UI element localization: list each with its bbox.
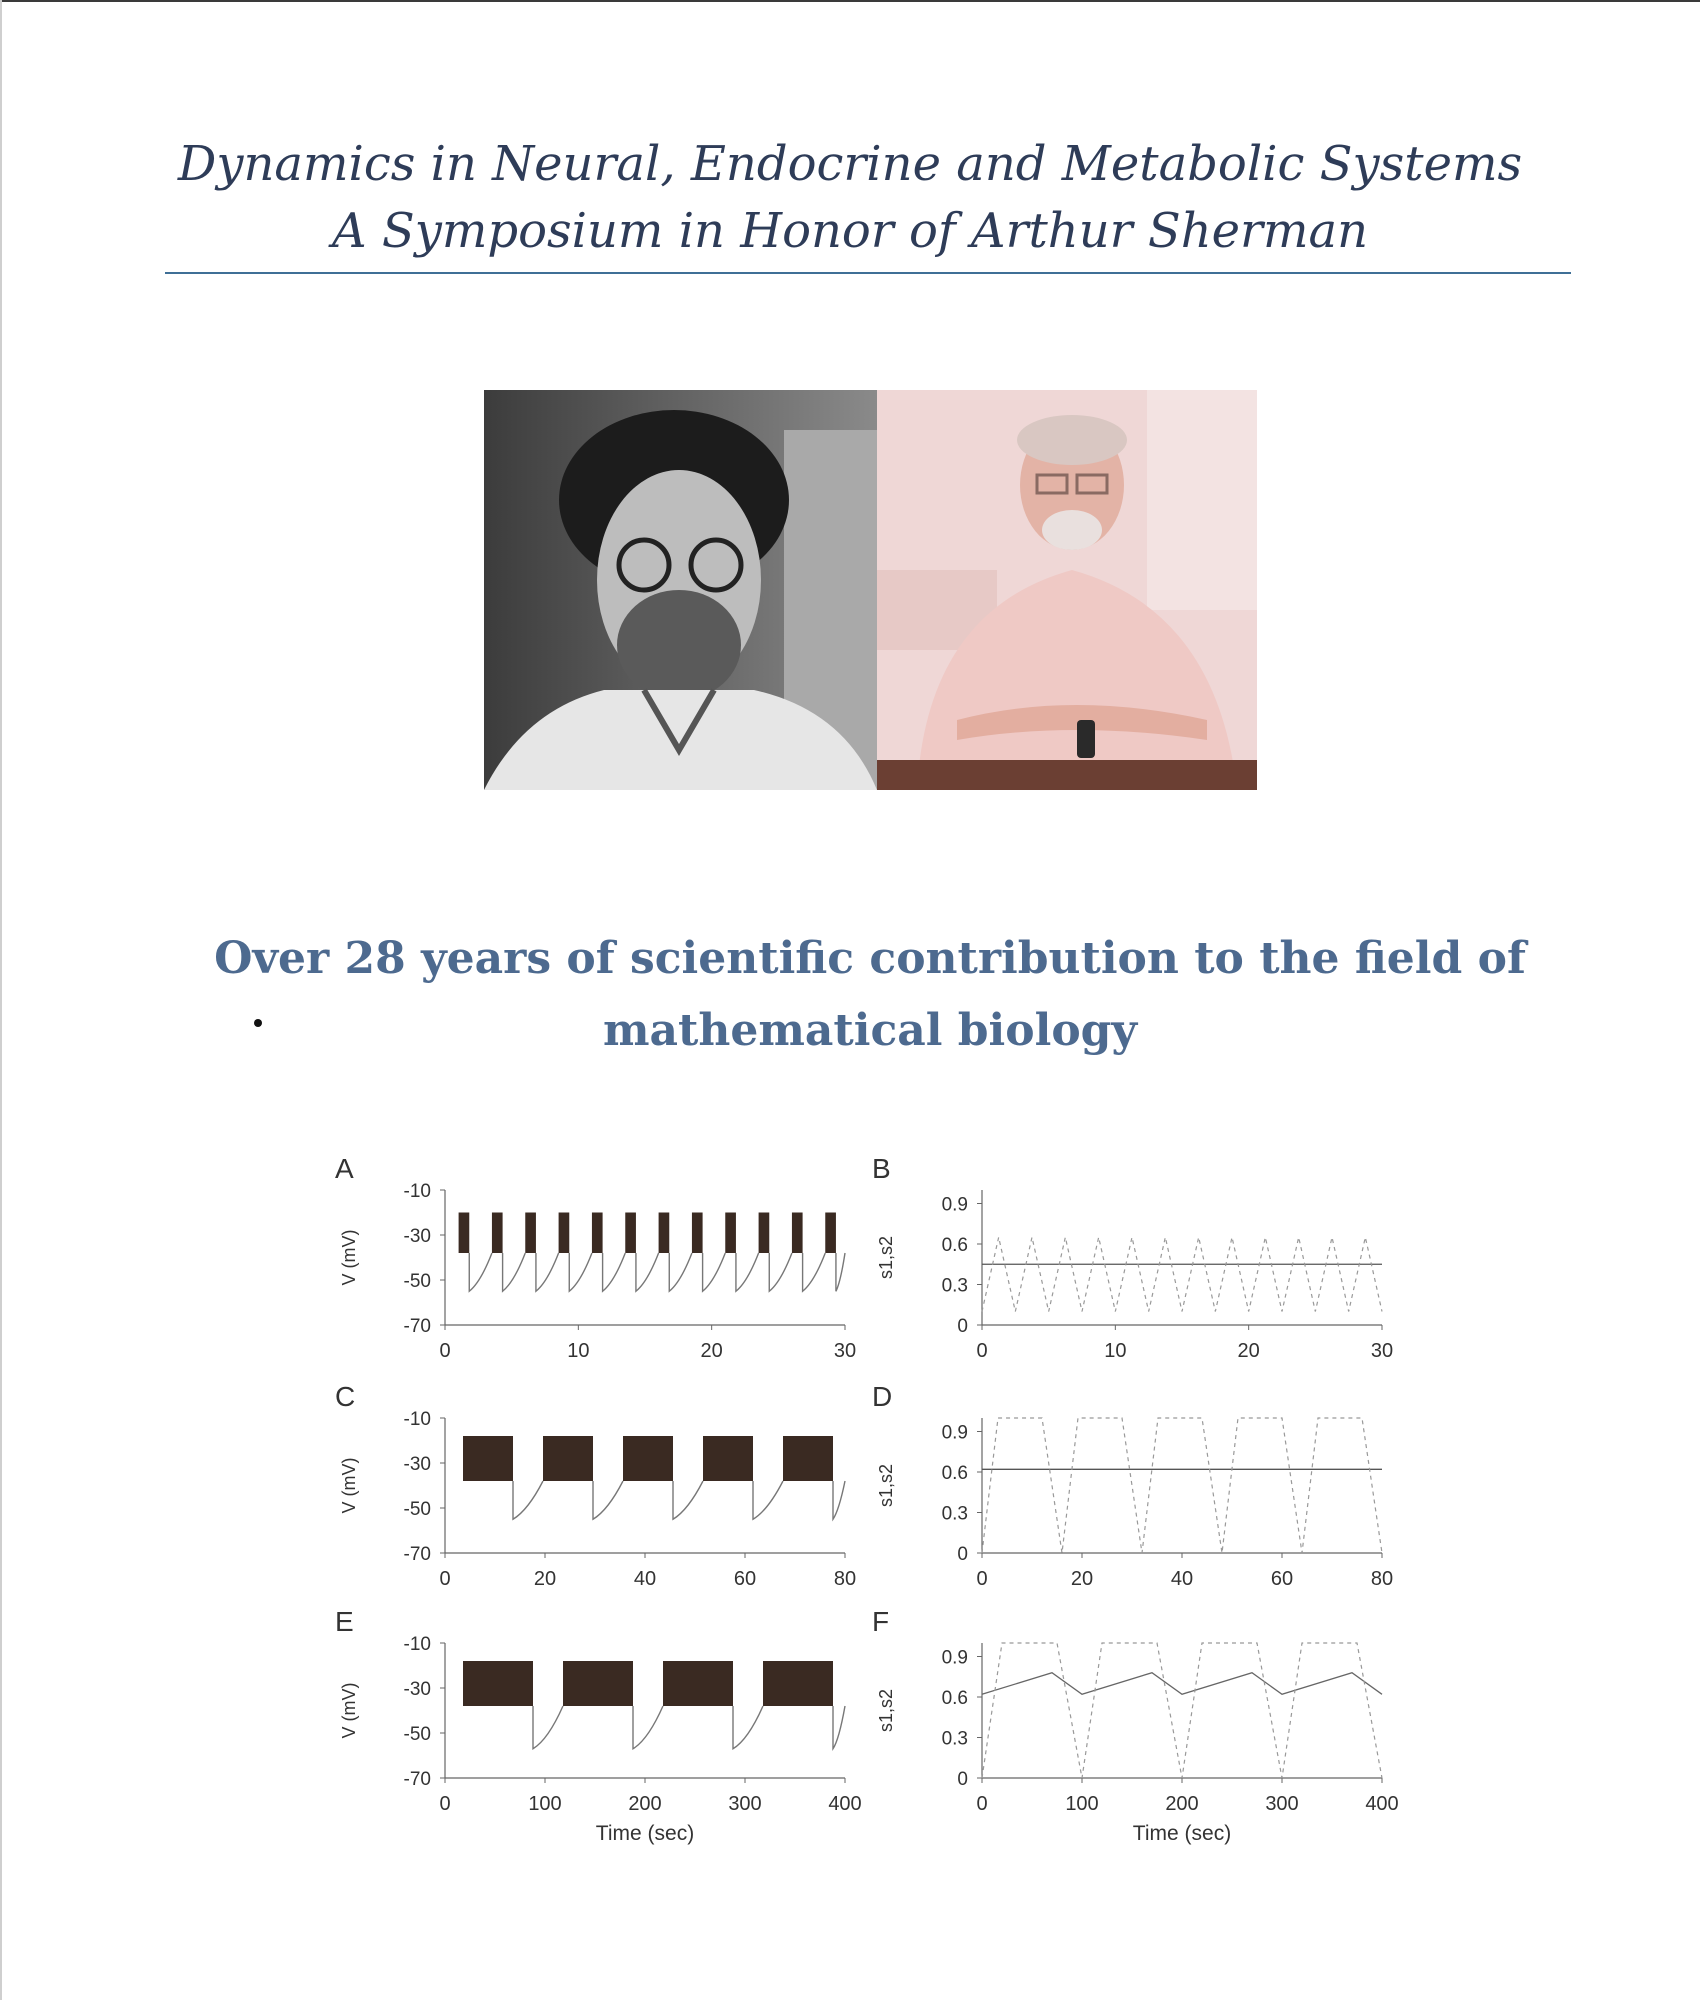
panel-c-letter: C [335,1381,356,1412]
panel-f-xtick-label: 400 [1365,1793,1399,1815]
panel-b-xtick-label: 30 [1370,1340,1394,1362]
panel-d-xtick-label: 40 [1170,1568,1194,1590]
panel-a-silent-phase [736,1253,759,1291]
panel-a-xtick-label: 0 [439,1340,451,1362]
panel-a-ylabel: V (mV) [339,1229,359,1286]
panel-a-silent-phase [703,1253,726,1291]
panel-a-burst [825,1213,836,1254]
panel-f-xtick-label: 100 [1065,1793,1099,1815]
panel-f-ytick-label: 0.9 [941,1647,968,1669]
panel-f-slow-variable [982,1673,1382,1695]
panel-e-ytick-label: -70 [403,1769,431,1790]
panel-f-ytick-label: 0 [957,1769,968,1790]
panel-a-silent-phase [503,1253,526,1291]
panel-b [872,1153,1393,1362]
panel-b-ylabel: s1,s2 [876,1235,896,1280]
portrait-black-and-white [484,390,877,790]
page-top-border [0,0,1700,2]
panel-f-letter: F [872,1606,890,1637]
panel-b-xtick-label: 0 [976,1340,988,1362]
panel-c [335,1381,856,1590]
panel-c-xtick-label: 20 [533,1568,557,1590]
panel-d-xtick-label: 60 [1270,1568,1294,1590]
panel-a [335,1153,856,1362]
panel-e-xtick-label: 300 [728,1793,762,1815]
panel-e-xtick-label: 0 [439,1793,451,1815]
panel-e-silent-phase [633,1706,663,1749]
panel-e-ylabel: V (mV) [339,1682,359,1739]
panel-a-silent-phase [569,1253,592,1291]
panel-b-ytick-label: 0.3 [941,1275,968,1297]
panel-e-burst [663,1661,733,1706]
panel-a-letter: A [335,1153,354,1184]
panel-a-ytick-label: -50 [403,1271,431,1292]
panel-d-ytick-label: 0.6 [941,1463,968,1484]
panel-d-letter: D [872,1381,893,1412]
panel-c-ytick-label: -10 [403,1409,431,1430]
panel-e-xtick-label: 100 [528,1793,562,1815]
panel-a-silent-phase [669,1253,692,1291]
panel-e [335,1606,862,1845]
panel-d-fast-variable [982,1418,1382,1553]
panel-a-ytick-label: -30 [403,1226,431,1247]
panel-d [872,1381,1393,1590]
panel-f [872,1606,1399,1845]
panel-f-ytick-label: 0.6 [941,1688,968,1709]
panel-c-xtick-label: 40 [633,1568,657,1590]
panel-c-xtick-label: 80 [833,1568,857,1590]
panel-d-ytick-label: 0.3 [941,1503,968,1525]
panel-e-silent-phase [833,1706,845,1749]
panel-b-letter: B [872,1153,891,1184]
panel-d-ytick-label: 0 [957,1544,968,1565]
panel-d-ytick-label: 0.9 [941,1422,968,1444]
panel-a-silent-phase [603,1253,626,1291]
panel-d-xtick-label: 80 [1370,1568,1394,1590]
panel-e-xtick-label: 200 [628,1793,662,1815]
panel-e-burst [463,1661,533,1706]
panel-b-xtick-label: 10 [1104,1340,1127,1362]
tagline-line-2: mathematical biology [602,1005,1138,1056]
panel-c-ytick-label: -70 [403,1544,431,1565]
panel-a-silent-phase [769,1253,792,1291]
panel-a-ytick-label: -10 [403,1181,431,1202]
panel-a-xtick-label: 20 [700,1340,723,1362]
panel-c-silent-phase [753,1481,783,1519]
panel-a-burst [459,1213,470,1254]
panel-a-burst [759,1213,770,1254]
panel-d-xtick-label: 0 [976,1568,988,1590]
panel-e-silent-phase [733,1706,763,1749]
panel-b-ytick-label: 0.6 [941,1235,968,1256]
panel-e-xtick-label: 400 [828,1793,862,1815]
panel-f-xtick-label: 300 [1265,1793,1299,1815]
panel-a-burst [525,1213,536,1254]
stray-dot-mark [254,1019,262,1027]
panel-f-xtick-label: 200 [1165,1793,1199,1815]
panel-e-silent-phase [533,1706,563,1749]
page-left-border [0,0,2,2000]
panel-c-burst [623,1436,673,1481]
panel-a-burst [559,1213,570,1254]
panel-e-burst [763,1661,833,1706]
panel-b-xtick-label: 20 [1237,1340,1260,1362]
panel-e-ytick-label: -10 [403,1634,431,1655]
panel-a-burst [592,1213,603,1254]
panel-f-xtick-label: 0 [976,1793,988,1815]
panel-a-burst [725,1213,736,1254]
panel-c-silent-phase [673,1481,703,1519]
panel-a-xtick-label: 30 [833,1340,857,1362]
panel-a-xtick-label: 10 [567,1340,590,1362]
panel-c-burst [543,1436,593,1481]
tagline-line-1: Over 28 years of scientific contribution to the field of [214,933,1526,984]
panel-a-silent-phase [536,1253,559,1291]
panel-a-silent-phase [836,1253,845,1291]
panel-a-burst [659,1213,670,1254]
panel-a-burst [692,1213,703,1254]
panel-f-ytick-label: 0.3 [941,1728,968,1750]
panel-e-ytick-label: -30 [403,1679,431,1700]
panel-c-silent-phase [513,1481,543,1519]
panel-c-burst [703,1436,753,1481]
panel-c-ylabel: V (mV) [339,1457,359,1514]
title-divider [165,272,1571,274]
panel-a-burst [792,1213,803,1254]
panel-b-ytick-label: 0 [957,1316,968,1337]
symposium-title: Dynamics in Neural, Endocrine and Metabolic Systems [177,136,1523,192]
panel-f-fast-variable [982,1643,1382,1778]
panel-a-burst [625,1213,636,1254]
panel-c-burst [783,1436,833,1481]
panel-b-ytick-label: 0.9 [941,1194,968,1216]
figure-panels [320,1130,1440,1860]
panel-c-burst [463,1436,513,1481]
panel-a-ytick-label: -70 [403,1316,431,1337]
portrait-color [877,390,1257,790]
panel-a-silent-phase [636,1253,659,1291]
panel-f-ylabel: s1,s2 [876,1688,896,1733]
panel-a-silent-phase [469,1253,492,1291]
panel-c-silent-phase [593,1481,623,1519]
symposium-subtitle: A Symposium in Honor of Arthur Sherman [331,203,1369,259]
panel-e-burst [563,1661,633,1706]
panel-e-ytick-label: -50 [403,1724,431,1745]
panel-e-letter: E [335,1606,354,1637]
panel-e-xlabel: Time (sec) [595,1822,695,1845]
panel-b-fast-variable [982,1237,1382,1311]
panel-a-burst [492,1213,503,1254]
panel-f-xlabel: Time (sec) [1132,1822,1232,1845]
panel-c-silent-phase [833,1481,845,1519]
panel-a-silent-phase [803,1253,826,1291]
panel-c-ytick-label: -50 [403,1499,431,1520]
panel-d-ylabel: s1,s2 [876,1463,896,1508]
panel-c-ytick-label: -30 [403,1454,431,1475]
panel-c-xtick-label: 60 [733,1568,757,1590]
panel-d-xtick-label: 20 [1070,1568,1094,1590]
panel-c-xtick-label: 0 [439,1568,451,1590]
